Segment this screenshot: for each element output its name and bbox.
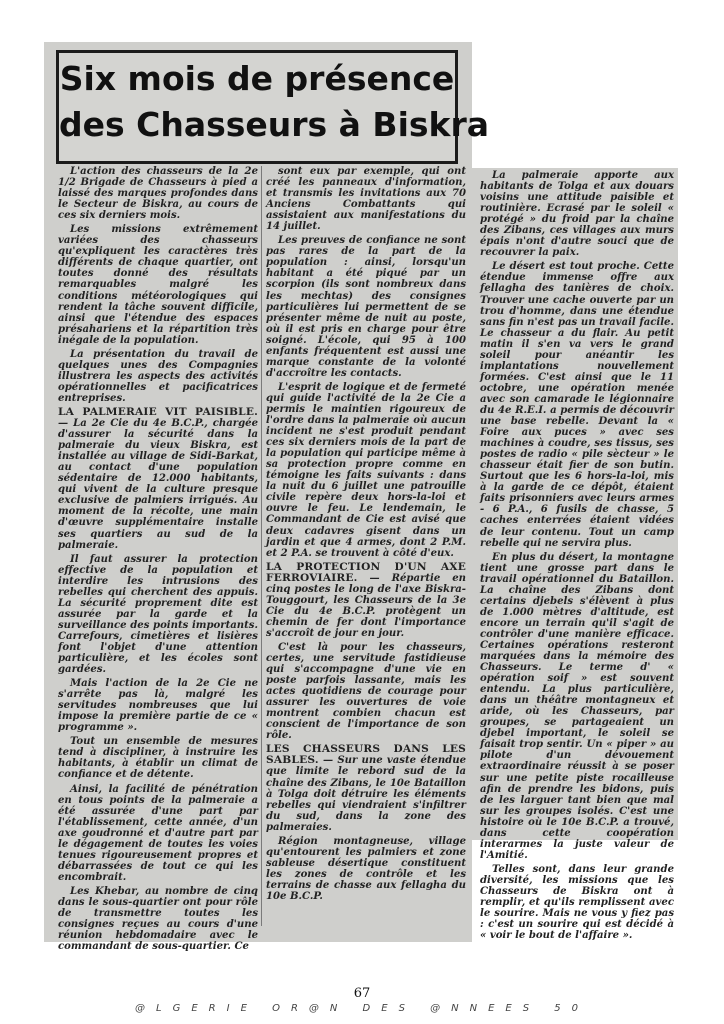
paragraph: Mais l'action de la 2e Cie ne s'arrête pas là, malgré les servitudes nombreuses que lui impose la première partie de ce « programme ». (58, 678, 258, 734)
headline-line-1: Six mois de présence (59, 59, 455, 98)
column-divider (261, 166, 262, 926)
paragraph: Ainsi, la facilité de pénétration en tous points de la palmeraie a été assurée d'une part par l'établissement, cette année, d'un axe goudronné et d'autre part par le dégagement de toutes les voies tenues rigoureusement propres et débarrassées de tout ce qui les encombrait. (58, 783, 258, 883)
article-clipping-main (44, 42, 490, 953)
article-column-2 (266, 166, 466, 936)
article-column-1 (58, 166, 258, 953)
subheading-paragraph (266, 562, 466, 639)
paragraph: Les preuves de confiance ne sont pas rares de la part de la population : ainsi, lorsqu'un habitant a été piqué par un scorpion (ils sont nombreux dans les mechtas) des consignes particulières lui permettent de se présenter même de nuit au poste, où il est pris en charge pour être soigné. L'école, qui 95 à 100 enfants fréquentent est aussi une marque constante de la volonté d'accroître les contacts. (266, 235, 466, 379)
headline-box (56, 50, 490, 164)
paragraph: Les missions extrêmement variées des chasseurs qu'expliquent les caractères très différents de chaque quartier, ont toutes donné des résultats remarquables malgré les conditions météorologiques qui rendent la tâche souvent difficile, ainsi que l'étendue des espaces présahariens et la répartition très inégale de la population. (58, 224, 258, 346)
section-subheading: LA PALMERAIE VIT PAISIBLE. (58, 405, 258, 418)
paragraph: sont eux par exemple, qui ont créé les panneaux d'information, et transmis les invitations aux 70 Anciens Combattants qui assistaient aux manifestations du 14 juillet. (266, 166, 466, 233)
paragraph: Telles sont, dans leur grande diversité, les missions que les Chasseurs de Biskra ont à remplir, et qu'ils remplissent avec le sourire. Mais ne vous y fiez pas : c'est un sourire qui est décidé à « voir le bout de l'affaire ». (480, 863, 674, 942)
section-subheading: LA PROTECTION D'UN AXE FERROVIAIRE. (266, 560, 466, 584)
paragraph: Les Khebar, au nombre de cinq dans le sous-quartier ont pour rôle de transmettre toutes les consignes reçues au cours d'une réunion hebdomadaire avec le commandant de sous-quartier. Ce (58, 885, 258, 953)
section-subheading: LES CHASSEURS DANS LES SABLES. (266, 743, 466, 767)
subheading-paragraph (58, 407, 258, 551)
paragraph: L'action des chasseurs de la 2e 1/2 Brigade de Chasseurs à pied a laissé des marques profondes dans le Secteur de Biskra, au cours de ces six derniers mois. (58, 166, 258, 222)
paragraph: L'esprit de logique et de fermeté qui guide l'activité de la 2e Cie a permis le maintien rigoureux de l'ordre dans la palmeraie où aucun incident ne s'est produit pendant ces six derniers mois de la part de la population qui participe même à sa protection propre comme en témoigne les faits suivants : dans la nuit du 6 juillet une patrouille civile repère deux hors-la-loi et ouvre le feu. Le lendemain, le Commandant de Cie est avisé que deux cadavres gisent dans un jardin et que 4 armes, dont 2 P.M. et 2 P.A. se trouvent à côté d'eux. (266, 381, 466, 559)
paragraph: C'est là pour les chasseurs, certes, une servitude fastidieuse qui s'accompagne d'une vie en poste parfois lassante, mais les actes quotidiens de courage pour assurer les ouvertures de voie montrent combien chacun est conscient de l'importance de son rôle. (266, 641, 466, 742)
paragraph-text: — La 2e Cie du 4e B.C.P., chargée d'assurer la sécurité dans la palmeraie du vieux Biskra, est installée au village de Sidi-Barkat, au contact d'une population sédentaire de 12.000 habitants, qui vivent de la culture presque exclusive de palmiers irrigués. Au moment de la récolte, une main d'œuvre supplémentaire installe ses quartiers au sud de la palmeraie. (58, 418, 258, 551)
subheading-paragraph (266, 744, 466, 832)
paragraph-text: — Sur une vaste étendue que limite le rebord sud de la chaîne des Zibans, le 10e Bataillon à Tolga doit détruire les éléments rebelles qui viendraient s'infiltrer du sud, dans la zone des palmeraies. (266, 755, 466, 833)
headline-line-2: des Chasseurs à Biskra (59, 105, 490, 144)
paragraph: La palmeraie apporte aux habitants de Tolga et aux douars voisins une attitude paisible et routinière. Ecrasé par le soleil « protégé » du froid par la chaîne des Zibans, ces villages aux murs épais n'ont d'autre souci que de recouvrer la paix. (480, 170, 674, 259)
paragraph: Le désert est tout proche. Cette étendue immense offre aux fellagha des tanières de choix. Trouver une cache ouverte par un trou d'homme, dans une étendue sans fin n'est pas un travail facile. Le chasseur a du flair. Au petit matin il s'en va vers le grand soleil pour anéantir les implantations nouvellement formées. C'est ainsi que le 11 octobre, une opération menée avec son camarade le légionnaire du 4e R.E.I. a permis de découvrir une base rebelle. Devant la « Foire aux puces » avec ses machines à coudre, ses tissus, ses postes de radio « pile sècteur » le chasseur était fier de son butin. Surtout que les 6 hors-la-loi, mis à la garde de ce dépôt, étaient faits prisonniers avec leurs armes - 6 P.A., 6 fusils de chasse, 5 caches enterrées étaient vidées de leur contenu. Tout un camp rebelle qui ne servira plus. (480, 261, 674, 549)
paragraph: Région montagneuse, village qu'entourent les palmiers et zone sableuse désertique constituent les zones de contrôle et les terrains de chasse aux fellagha du 10e B.C.P. (266, 835, 466, 902)
paragraph: Tout un ensemble de mesures tend à discipliner, à instruire les habitants, à établir un climat de confiance et de détente. (58, 736, 258, 781)
footer-text: @LGERIE OR@N DES @NNEES 50 (135, 1003, 589, 1014)
article-clipping-right (472, 168, 678, 942)
paragraph: En plus du désert, la montagne tient une grosse part dans le travail opérationnel du Bataillon. La chaîne des Zibans dont certains djebels s'élèvent à plus de 1.000 mètres d'altitude, est encore un terrain qu'il s'agit de contrôler d'une manière efficace. Certaines opérations resteront marquées dans la mémoire des Chasseurs. Le terme d' « opération soif » est souvent entendu. La plus particulière, dans un théâtre montagneux et aride, où les Chasseurs, par groupes, se partageaient un djebel important, le soleil se faisait trop sentir. Un « piper » au pilote d'un dévouement extraordinaire réussit à se poser sur une petite piste rocailleuse afin de prendre les bidons, puis de les larguer tant bien que mal sur les groupes isolés. C'est une histoire où le 10e B.C.P. a trouvé, dans cette coopération interarmes la juste valeur de l'Amitié. (480, 551, 674, 861)
page-number: 67 (353, 986, 371, 1001)
paragraph: La présentation du travail de quelques unes des Compagnies illustrera les aspects des activités opérationnelles et pacificatrices entreprises. (58, 348, 258, 404)
article-column-3 (480, 170, 674, 942)
paragraph-text: — Répartie en cinq postes le long de l'axe Biskra-Touggourt, les Chasseurs de la 3e Cie du 4e B.C.P. protègent un chemin de fer dont l'importance s'accroît de jour en jour. (266, 572, 466, 639)
paragraph: Il faut assurer la protection effective de la population et interdire les intrusions des rebelles qui cherchent des appuis. La sécurité proprement dite est assurée par la garde et la surveillance des points importants. Carrefours, cimetières et lisières font l'objet d'une attention particulière, et les écoles sont gardées. (58, 553, 258, 676)
